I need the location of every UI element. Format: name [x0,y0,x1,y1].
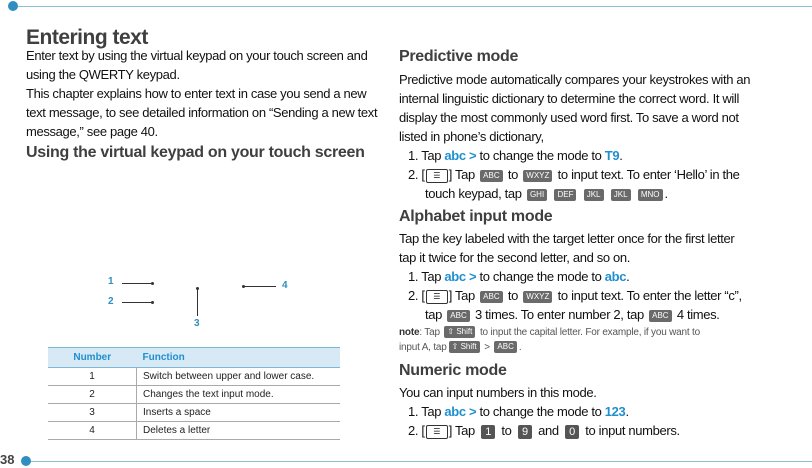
num-9-key[interactable]: 9 [518,425,532,439]
table-cell-number: 3 [48,404,137,422]
abc-key[interactable]: ABC [480,291,502,303]
num-0-key[interactable]: 0 [565,425,579,439]
table-cell-function: Switch between upper and lower case. [137,368,341,386]
predictive-body-1: Predictive mode automatically compares your keystrokes with an [399,72,751,87]
alphabet-note: note: Tap ⇧ Shift to input the capital letter. For example, if you want to [399,327,700,338]
intro-line-5: message,” see page 40. [26,124,158,139]
table-cell-number: 2 [48,386,137,404]
def-key[interactable]: DEF [554,189,576,201]
abc-key[interactable]: ABC [447,310,469,322]
numeric-step-2: 2. [ ☰ ] Tap 1 to 9 and 0 to input numbers. [408,423,680,438]
bottom-dot [21,456,31,466]
intro-line-2: using the QWERTY keypad. [26,67,180,82]
abc-key[interactable]: ABC [480,170,502,182]
intro-line-3: This chapter explains how to enter text in case you send a new [26,86,367,101]
table-cell-number: 1 [48,368,137,386]
ghi-key[interactable]: GHI [527,189,547,201]
callout-4-line [243,286,276,287]
alphabet-step-2-line-2: tap ABC 3 times. To enter number 2, tap ABC 4 times. [425,307,720,322]
callout-2-line [122,302,152,303]
bottom-rule [22,461,812,462]
keypad-icon: ☰ [426,425,448,439]
section-title-virtual-keypad: Using the virtual keypad on your touch screen [26,144,365,161]
predictive-step-2-line-2: touch keypad, tap GHI DEF JKL JKL MNO . [425,186,668,201]
jkl-key[interactable]: JKL [611,189,631,201]
intro-line-4: text message, to see detailed information on “Sending a new text [26,105,378,120]
callout-3-line [197,288,198,316]
abc-key[interactable]: ABC [494,341,516,353]
table-cell-number: 4 [48,422,137,440]
predictive-title: Predictive mode [399,48,519,65]
top-rule [14,6,812,7]
table-cell-function: Changes the text input mode. [137,386,341,404]
callout-1-dot [151,282,154,285]
table-row [48,386,340,404]
callout-1-line [122,283,152,284]
num-1-key[interactable]: 1 [481,425,495,439]
callout-4: 4 [282,280,288,291]
predictive-step-2: 2. [ ☰ ] Tap ABC to WXYZ to input text. To enter ‘Hello’ in the [408,167,740,182]
mode-link[interactable]: abc > [444,404,477,419]
wxyz-key[interactable]: WXYZ [523,291,552,303]
top-dot [8,1,18,11]
predictive-body-4: listed in phone’s dictionary, [399,129,544,144]
numeric-body: You can input numbers in this mode. [399,385,597,400]
numeric-step-1: 1. Tap abc > to change the mode to 123. [408,404,629,419]
intro-line-1: Enter text by using the virtual keypad on your touch screen and [26,48,368,63]
table-header-row [48,348,340,368]
callout-3: 3 [194,318,200,329]
predictive-body-3: display the most commonly used word first. To save a word not [399,110,739,125]
wxyz-key[interactable]: WXYZ [523,170,552,182]
callout-3-dot [196,287,199,290]
table-cell-function: Deletes a letter [137,422,341,440]
function-table [48,347,340,440]
abc-key[interactable]: ABC [649,310,671,322]
callout-2: 2 [108,296,114,307]
table-row [48,422,340,440]
predictive-body-2: internal linguistic dictionary to determine the correct word. It will [399,91,740,106]
callout-4-dot [242,285,245,288]
header-function: Function [137,348,341,368]
page-number: 38 [0,452,15,467]
predictive-step-1: 1. Tap abc > to change the mode to T9. [408,148,623,163]
shift-key[interactable]: ⇧ Shift [444,326,475,338]
mode-link[interactable]: abc > [444,148,477,163]
callout-2-dot [151,301,154,304]
alphabet-step-1: 1. Tap abc > to change the mode to abc. [408,269,630,284]
alphabet-body-2: tap it twice for the second letter, and so on. [399,250,631,265]
table-cell-function: Inserts a space [137,404,341,422]
alphabet-step-2: 2. [ ☰ ] Tap ABC to WXYZ to input text. To enter the letter “c”, [408,288,742,303]
table-row [48,368,340,386]
mode-link[interactable]: abc > [444,269,477,284]
shift-key[interactable]: ⇧ Shift [449,341,480,353]
keypad-icon: ☰ [426,169,448,183]
keypad-icon: ☰ [426,290,448,304]
jkl-key[interactable]: JKL [584,189,604,201]
mno-key[interactable]: MNO [638,189,663,201]
header-number: Number [48,348,137,368]
alphabet-title: Alphabet input mode [399,208,553,225]
alphabet-note-line-2: input A, tap ⇧ Shift > ABC . [399,342,522,353]
page-title: Entering text [26,26,148,49]
alphabet-body-1: Tap the key labeled with the target letter once for the first letter [399,231,735,246]
callout-1: 1 [108,276,114,287]
table-row [48,404,340,422]
numeric-title: Numeric mode [399,362,507,379]
